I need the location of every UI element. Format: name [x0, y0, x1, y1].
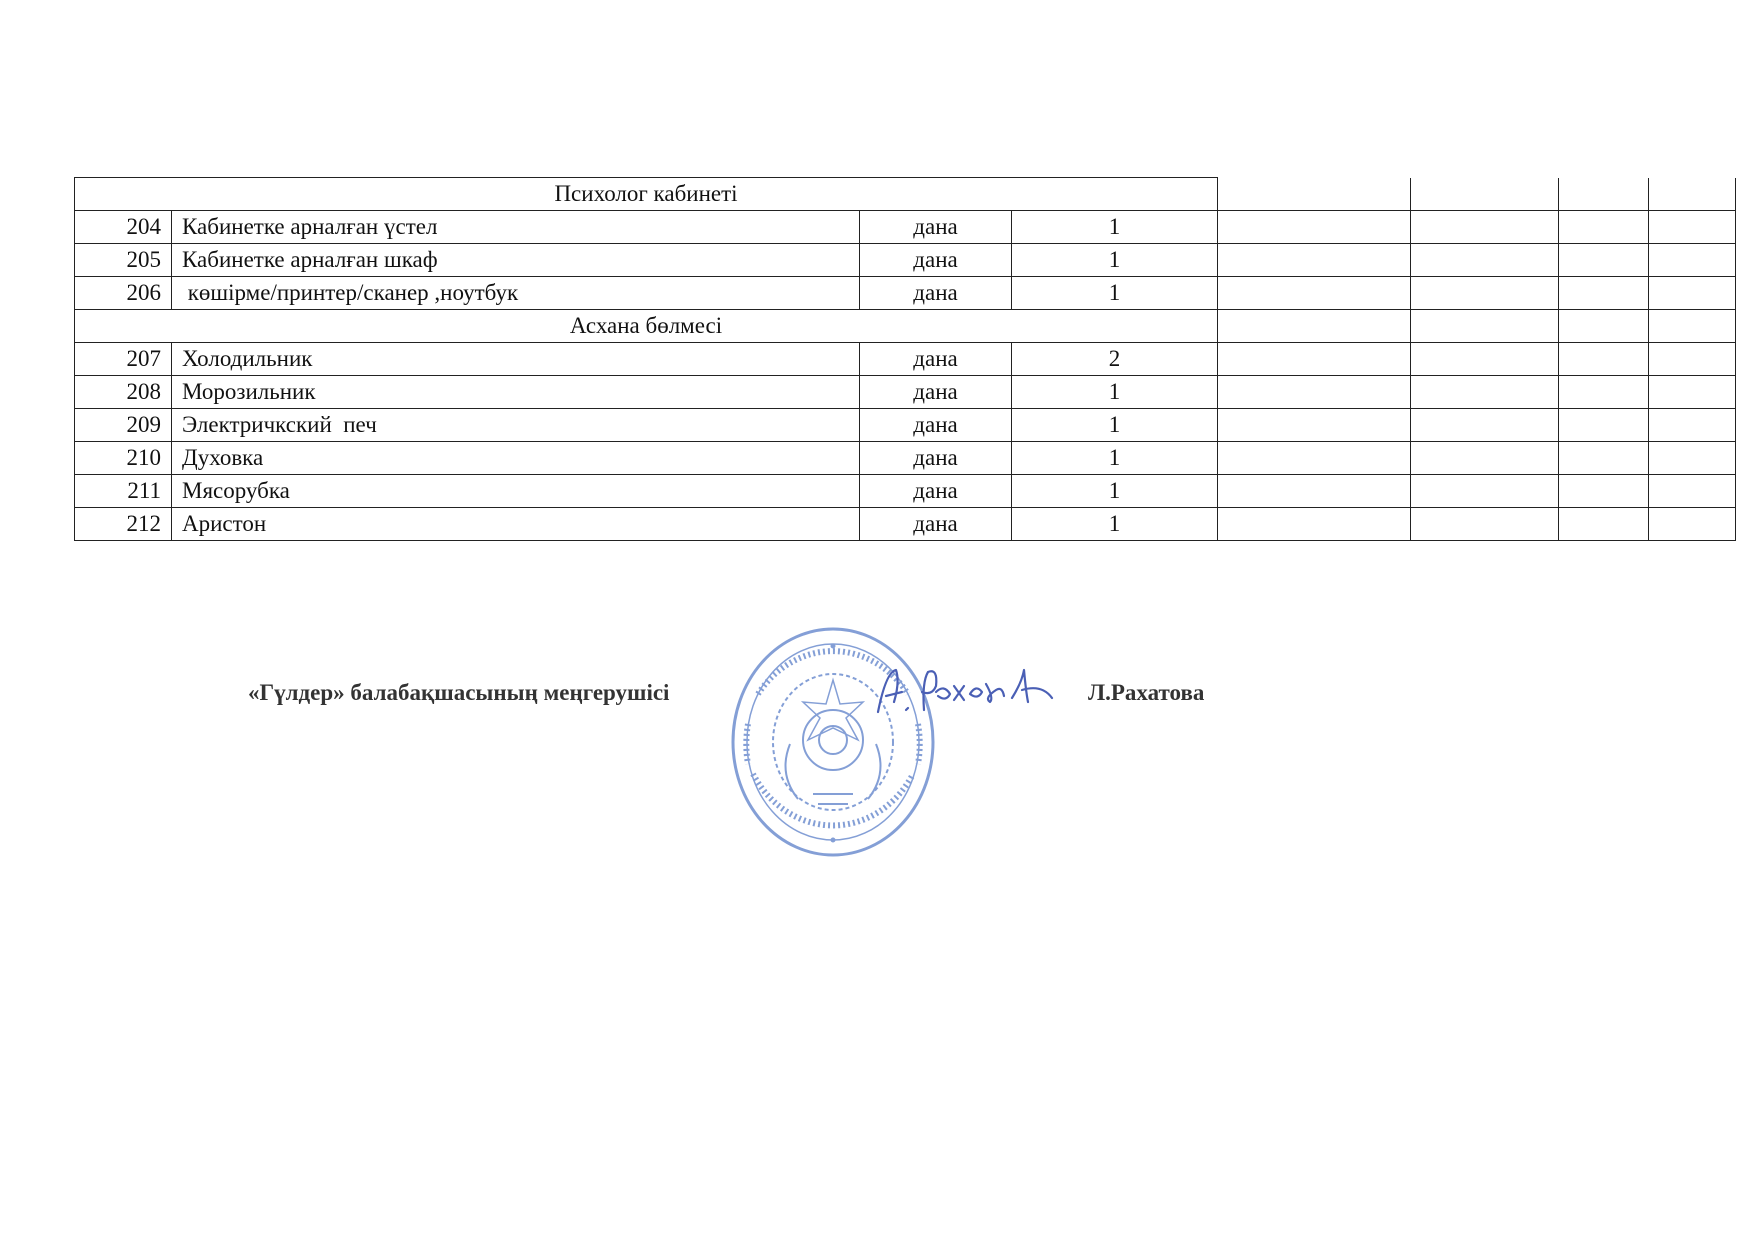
- blank-cell: [1649, 343, 1736, 376]
- item-name: Холодильник: [172, 343, 860, 376]
- blank-cell: [1411, 508, 1559, 541]
- row-number: 206: [75, 277, 172, 310]
- item-quantity: 1: [1012, 442, 1218, 475]
- blank-cell: [1411, 178, 1559, 211]
- row-number: 212: [75, 508, 172, 541]
- blank-cell: [1649, 277, 1736, 310]
- blank-cell: [1218, 508, 1411, 541]
- blank-cell: [1649, 409, 1736, 442]
- item-quantity: 1: [1012, 376, 1218, 409]
- item-unit: дана: [860, 244, 1012, 277]
- item-quantity: 2: [1012, 343, 1218, 376]
- item-quantity: 1: [1012, 409, 1218, 442]
- item-name: Аристон: [172, 508, 860, 541]
- inventory-table: [74, 177, 1736, 541]
- table-row: [75, 376, 1736, 409]
- row-number: 209: [75, 409, 172, 442]
- blank-cell: [1649, 244, 1736, 277]
- blank-cell: [1218, 277, 1411, 310]
- row-number: 211: [75, 475, 172, 508]
- blank-cell: [1411, 211, 1559, 244]
- blank-cell: [1649, 508, 1736, 541]
- section-title: Психолог кабинеті: [75, 178, 1218, 211]
- item-unit: дана: [860, 376, 1012, 409]
- section-row: [75, 178, 1736, 211]
- blank-cell: [1411, 376, 1559, 409]
- blank-cell: [1559, 310, 1649, 343]
- blank-cell: [1411, 310, 1559, 343]
- item-name: көшірме/принтер/сканер ,ноутбук: [172, 277, 860, 310]
- blank-cell: [1411, 409, 1559, 442]
- row-number: 205: [75, 244, 172, 277]
- blank-cell: [1411, 277, 1559, 310]
- table-row: [75, 409, 1736, 442]
- blank-cell: [1218, 343, 1411, 376]
- blank-cell: [1559, 277, 1649, 310]
- blank-cell: [1559, 508, 1649, 541]
- row-number: 208: [75, 376, 172, 409]
- blank-cell: [1559, 409, 1649, 442]
- signatory-name: Л.Рахатова: [1088, 680, 1205, 705]
- blank-cell: [1218, 310, 1411, 343]
- blank-cell: [1411, 343, 1559, 376]
- item-quantity: 1: [1012, 508, 1218, 541]
- blank-cell: [1218, 442, 1411, 475]
- row-number: 207: [75, 343, 172, 376]
- row-number: 204: [75, 211, 172, 244]
- blank-cell: [1649, 310, 1736, 343]
- item-unit: дана: [860, 211, 1012, 244]
- blank-cell: [1559, 211, 1649, 244]
- blank-cell: [1218, 475, 1411, 508]
- item-quantity: 1: [1012, 277, 1218, 310]
- item-unit: дана: [860, 508, 1012, 541]
- official-stamp-icon: [728, 624, 938, 860]
- table-row: [75, 442, 1736, 475]
- table-row: [75, 508, 1736, 541]
- table-row: [75, 211, 1736, 244]
- blank-cell: [1649, 376, 1736, 409]
- blank-cell: [1559, 244, 1649, 277]
- blank-cell: [1218, 178, 1411, 211]
- item-unit: дана: [860, 343, 1012, 376]
- blank-cell: [1411, 475, 1559, 508]
- item-quantity: 1: [1012, 244, 1218, 277]
- blank-cell: [1411, 442, 1559, 475]
- item-name: Мясорубка: [172, 475, 860, 508]
- blank-cell: [1218, 211, 1411, 244]
- item-unit: дана: [860, 277, 1012, 310]
- table-row: [75, 343, 1736, 376]
- blank-cell: [1559, 376, 1649, 409]
- item-name: Кабинетке арналған үстел: [172, 211, 860, 244]
- blank-cell: [1559, 475, 1649, 508]
- item-unit: дана: [860, 442, 1012, 475]
- table-row: [75, 244, 1736, 277]
- blank-cell: [1649, 442, 1736, 475]
- item-name: Духовка: [172, 442, 860, 475]
- blank-cell: [1559, 178, 1649, 211]
- handwritten-signature-icon: [872, 662, 1082, 722]
- blank-cell: [1218, 244, 1411, 277]
- item-name: Электричкский печ: [172, 409, 860, 442]
- item-quantity: 1: [1012, 475, 1218, 508]
- section-title: Асхана бөлмесі: [75, 310, 1218, 343]
- item-quantity: 1: [1012, 211, 1218, 244]
- table-row: [75, 277, 1736, 310]
- signatory-title: «Гүлдер» балабақшасының меңгерушісі: [248, 680, 670, 705]
- blank-cell: [1559, 442, 1649, 475]
- item-name: Кабинетке арналған шкаф: [172, 244, 860, 277]
- blank-cell: [1411, 244, 1559, 277]
- section-row: [75, 310, 1736, 343]
- blank-cell: [1218, 376, 1411, 409]
- item-unit: дана: [860, 409, 1012, 442]
- blank-cell: [1649, 475, 1736, 508]
- item-unit: дана: [860, 475, 1012, 508]
- blank-cell: [1218, 409, 1411, 442]
- table-row: [75, 475, 1736, 508]
- blank-cell: [1649, 178, 1736, 211]
- item-name: Морозильник: [172, 376, 860, 409]
- blank-cell: [1649, 211, 1736, 244]
- blank-cell: [1559, 343, 1649, 376]
- row-number: 210: [75, 442, 172, 475]
